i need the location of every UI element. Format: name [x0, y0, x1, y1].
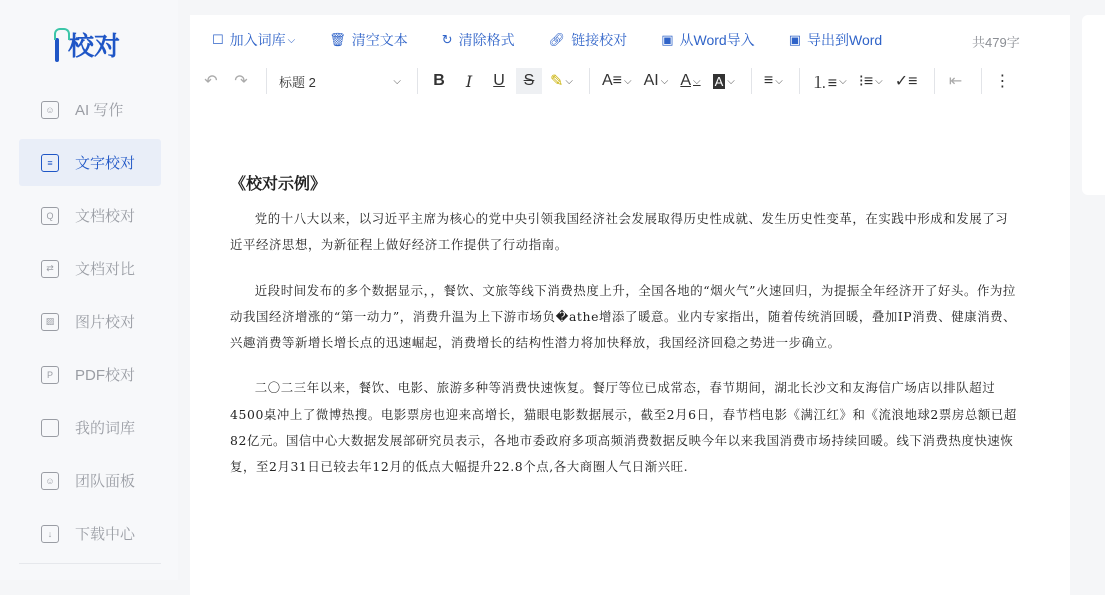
clear-format-button[interactable]: [442, 30, 515, 50]
sidebar-item-8[interactable]: [19, 510, 161, 557]
redo-icon[interactable]: ↷: [234, 73, 248, 90]
book-icon: [41, 419, 59, 437]
divider: [934, 68, 935, 94]
import-word-button[interactable]: [661, 30, 755, 50]
sidebar-item-label: 团队面板: [75, 473, 136, 490]
divider: [19, 563, 161, 564]
bold-icon[interactable]: B: [433, 72, 445, 89]
divider: [751, 68, 752, 94]
italic-icon[interactable]: I: [465, 71, 473, 91]
sidebar-item-3[interactable]: [19, 245, 161, 292]
book-icon: ☐: [212, 32, 224, 47]
pdf-icon: P: [41, 366, 59, 384]
download-icon: ↓: [41, 525, 59, 543]
font-size-icon[interactable]: A≡ ⌵: [602, 72, 632, 89]
sidebar-item-7[interactable]: [19, 457, 161, 504]
link-check-button[interactable]: [549, 30, 628, 50]
word-count: 共479字: [972, 35, 1020, 50]
divider: [589, 68, 590, 94]
chevron-down-icon: ⌵: [287, 34, 296, 46]
sidebar-item-label: 下载中心: [75, 526, 136, 543]
side-panel: [1082, 15, 1105, 195]
divider: [981, 68, 982, 94]
document-content[interactable]: [230, 171, 1020, 500]
sidebar-nav: [19, 86, 161, 563]
text-check-icon: ≡: [41, 154, 59, 172]
sidebar-item-6[interactable]: [19, 404, 161, 451]
sidebar-item-label: AI 写作: [75, 102, 124, 119]
background-color-icon[interactable]: A ⌵: [714, 73, 735, 89]
brain-icon: ☺: [41, 101, 59, 119]
bullet-list-icon[interactable]: ⁝≡ ⌵: [858, 73, 883, 90]
underline-icon[interactable]: U: [493, 72, 505, 89]
export-word-button[interactable]: [789, 30, 883, 50]
sidebar-item-4[interactable]: [19, 298, 161, 345]
team-icon: ☺: [41, 472, 59, 490]
clear-text-button[interactable]: [329, 30, 408, 50]
divider: [799, 68, 800, 94]
word-export-icon: ▣: [788, 32, 801, 47]
chevron-down-icon: ⌵: [393, 75, 401, 87]
divider: [266, 68, 267, 94]
highlight-icon[interactable]: ✎ ⌵: [550, 73, 573, 90]
logo[interactable]: [52, 26, 120, 63]
format-toolbar: [198, 68, 1020, 94]
sidebar-item-2[interactable]: [19, 192, 161, 239]
sidebar-item-label: PDF校对: [75, 367, 136, 384]
editor: [190, 15, 1070, 595]
clear-text-label: 清空文本: [351, 32, 408, 48]
doc-compare-icon: ⇄: [41, 260, 59, 278]
sidebar-item-label: 文字校对: [75, 155, 136, 172]
import-word-label: 从Word导入: [679, 32, 755, 48]
line-height-icon[interactable]: AI ⌵: [643, 72, 669, 89]
word-import-icon: ▣: [661, 32, 674, 47]
refresh-icon: ↻: [441, 32, 453, 47]
sidebar-item-label: 文档对比: [75, 261, 136, 278]
undo-icon[interactable]: ↶: [204, 73, 218, 90]
sidebar-item-label: 文档校对: [75, 208, 136, 225]
heading-select[interactable]: [275, 68, 405, 94]
clear-format-label: 清除格式: [458, 32, 515, 48]
doc-check-icon: Q: [41, 207, 59, 225]
export-word-label: 导出到Word: [806, 32, 883, 48]
sidebar-item-5[interactable]: [19, 351, 161, 398]
align-icon[interactable]: ≡ ⌵: [763, 72, 783, 89]
paragraph: 党的十八大以来，以习近平主席为核心的党中央引领我国经济社会发展取得历史性成就、发生历史性变革，在实践中形成和发展了习近平经济思想，为新征程上做好经济工作提供了行动指南。: [230, 211, 1009, 253]
add-lexicon-button[interactable]: [212, 30, 295, 50]
heading-select-value: 标题 2: [279, 74, 316, 90]
link-icon: 🔗︎: [548, 32, 566, 47]
link-check-label: 链接校对: [571, 32, 628, 48]
more-icon[interactable]: ⋮: [994, 73, 1011, 90]
image-check-icon: ▨: [41, 313, 59, 331]
sidebar-item-label: 图片校对: [75, 314, 136, 331]
sidebar: [0, 0, 178, 580]
document-title: 《校对示例》: [230, 174, 327, 193]
logo-icon: [52, 28, 66, 62]
sidebar-item-label: 我的词库: [75, 420, 136, 437]
add-lexicon-label: 加入词库: [229, 32, 286, 48]
logo-text: 校对: [68, 31, 121, 61]
divider: [417, 68, 418, 94]
paragraph: 近段时间发布的多个数据显示，，餐饮、文旅等线下消费热度上升，全国各地的“烟火气”火速回归，为提振全年经济开了好头。作为拉动我国经济增涨的“第一动力”，消费升温为上下游市场负�athe增添了暖意。业内专家指出，随着传统消回暖，叠加IP消费、健康消费、兴趣消费等新增长增长点的迅速崛起，消费增长的结构性潜力将加快释放，我国经济回稳之势进一步确立。: [230, 282, 1017, 351]
font-color-icon[interactable]: A ⌵: [680, 72, 701, 89]
strikethrough-icon[interactable]: S: [516, 68, 542, 94]
sidebar-item-1[interactable]: [19, 139, 161, 186]
outdent-icon[interactable]: ⇤: [948, 73, 963, 90]
paragraph: 二〇二三年以来，餐饮、电影、旅游多种等消费快速恢复。餐厅等位已成常态，春节期间，湖北长沙文和友海信广场店以排队超过4500桌冲上了微博热搜。电影票房也迎来高增长，猫眼电影数据展示，截至2月6日，春节档电影《满江红》和《流浪地球2票房总额已超82亿元。国信中心大数据发展部研究员表示，各地市委政府多项高频消费数据反映今年以来我国消费市场持续回暖。线下消费热度快速恢复，至2月31日已较去年12月的低点大幅提升22.8个点,各大商圈人气日渐兴旺.: [230, 380, 1017, 475]
todo-list-icon[interactable]: ✓≡: [894, 73, 918, 90]
action-toolbar: [212, 29, 1070, 51]
ordered-list-icon[interactable]: ⒈≡ ⌵: [811, 74, 847, 92]
trash-icon: 🗑︎: [329, 32, 346, 47]
sidebar-item-0[interactable]: [19, 86, 161, 133]
